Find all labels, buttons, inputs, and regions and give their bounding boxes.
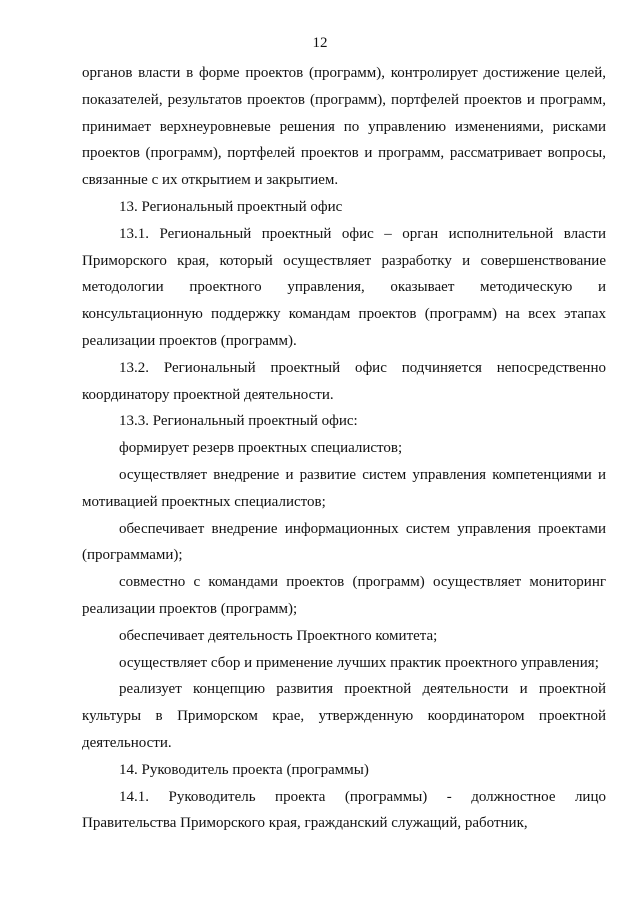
paragraph-13-2: 13.2. Региональный проектный офис подчиняется непосредственно координатору проектной деятельности. [82,359,606,403]
list-item-monitoring: совместно с командами проектов (программ) осуществляет мониторинг реализации проектов (программ); [82,574,606,617]
list-item-competencies: осуществляет внедрение и развитие систем управления компетенциями и мотивацией проектных специалистов; [82,466,606,510]
section-heading-13: 13. Региональный проектный офис [119,198,343,215]
list-item-best-practices: осуществляет сбор и применение лучших практик проектного управления; [119,654,599,671]
section-heading-14: 14. Руководитель проекта (программы) [119,761,369,778]
list-item-reserve: формирует резерв проектных специалистов; [119,440,403,457]
list-item-committee: обеспечивает деятельность Проектного комитета; [119,627,438,644]
page-number: 12 [312,35,328,51]
paragraph-13-1: 13.1. Региональный проектный офис – орган исполнительной власти Приморского края, который осуществляет разработку и совершенствование методологии проектного управления, оказывает методическую и консультационную поддержку командам проектов (программ) на всех этапах реализации проектов (программ). [82,225,606,349]
paragraph-13-3: 13.3. Региональный проектный офис: [119,413,358,430]
paragraph-continuation: органов власти в форме проектов (программ), контролирует достижение целей, показателей, результатов проектов (программ), портфелей проектов и программ, принимает верхнеуровневые решения по управлению изменениями, рисками проектов (программ), портфелей проектов и программ, рассматривает вопросы, связанные с их открытием и закрытием. [82,65,606,189]
document-body [82,60,606,837]
paragraph-14-1: 14.1. Руководитель проекта (программы) - должностное лицо Правительства Приморского края, гражданский служащий, работник, [82,788,606,832]
list-item-concept: реализует концепцию развития проектной деятельности и проектной культуры в Приморском крае, утвержденную координатором проектной деятельности. [82,681,606,751]
list-item-information-systems: обеспечивает внедрение информационных систем управления проектами (программами); [82,520,606,564]
